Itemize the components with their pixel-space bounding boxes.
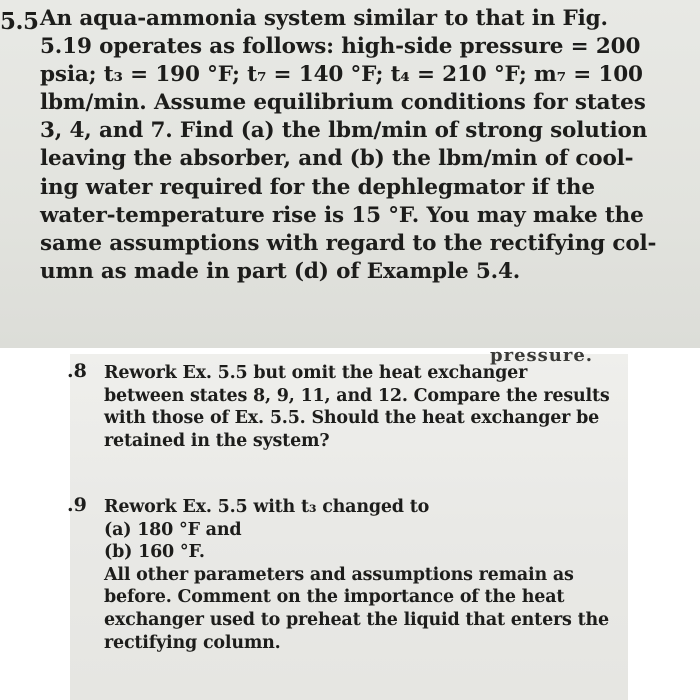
problem-text <box>104 496 614 654</box>
problem-number: .8 <box>67 360 87 382</box>
text-line: umn as made in part (d) of Example 5.4. <box>40 258 521 284</box>
text-line: between states 8, 9, 11, and 12. Compare the results <box>104 385 610 406</box>
problems-5-8-5-9-panel <box>67 345 628 700</box>
text-line: Rework Ex. 5.5 but omit the heat exchanger <box>104 363 528 383</box>
text-line: 3, 4, and 7. Find (a) the lbm/min of strong solution <box>40 118 648 144</box>
problem-text <box>104 362 614 452</box>
text-line: 5.19 operates as follows: high-side pressure = 200 <box>40 34 641 60</box>
cut-off-line: pressure. <box>490 345 594 366</box>
text-line: (b) 160 °F. <box>104 542 205 563</box>
problem-text <box>40 5 680 286</box>
problem-number: .9 <box>67 494 87 516</box>
text-line: All other parameters and assumptions remain as <box>104 564 574 585</box>
text-line: psia; t₃ = 190 °F; t₇ = 140 °F; t₄ = 210 °F; m₇ = 100 <box>40 62 643 88</box>
text-line: (a) 180 °F and <box>104 519 242 540</box>
text-line: lbm/min. Assume equilibrium conditions for states <box>40 90 646 116</box>
text-line: ing water required for the dephlegmator if the <box>40 174 595 200</box>
problem-5-5-panel <box>0 0 700 348</box>
text-line: Rework Ex. 5.5 with t₃ changed to <box>104 497 430 517</box>
text-line: same assumptions with regard to the rectifying col- <box>40 230 657 256</box>
text-line: An aqua-ammonia system similar to that in Fig. <box>40 6 608 31</box>
text-line: before. Comment on the importance of the heat <box>104 587 565 608</box>
text-line: water-temperature rise is 15 °F. You may make the <box>40 202 644 228</box>
text-line: with those of Ex. 5.5. Should the heat exchanger be <box>104 408 600 429</box>
text-line: rectifying column. <box>104 632 281 653</box>
problem-number: 5.5 <box>0 8 39 35</box>
text-line: leaving the absorber, and (b) the lbm/min of cool- <box>40 146 634 172</box>
text-line: exchanger used to preheat the liquid that enters the <box>104 609 609 630</box>
text-line: retained in the system? <box>104 430 330 451</box>
